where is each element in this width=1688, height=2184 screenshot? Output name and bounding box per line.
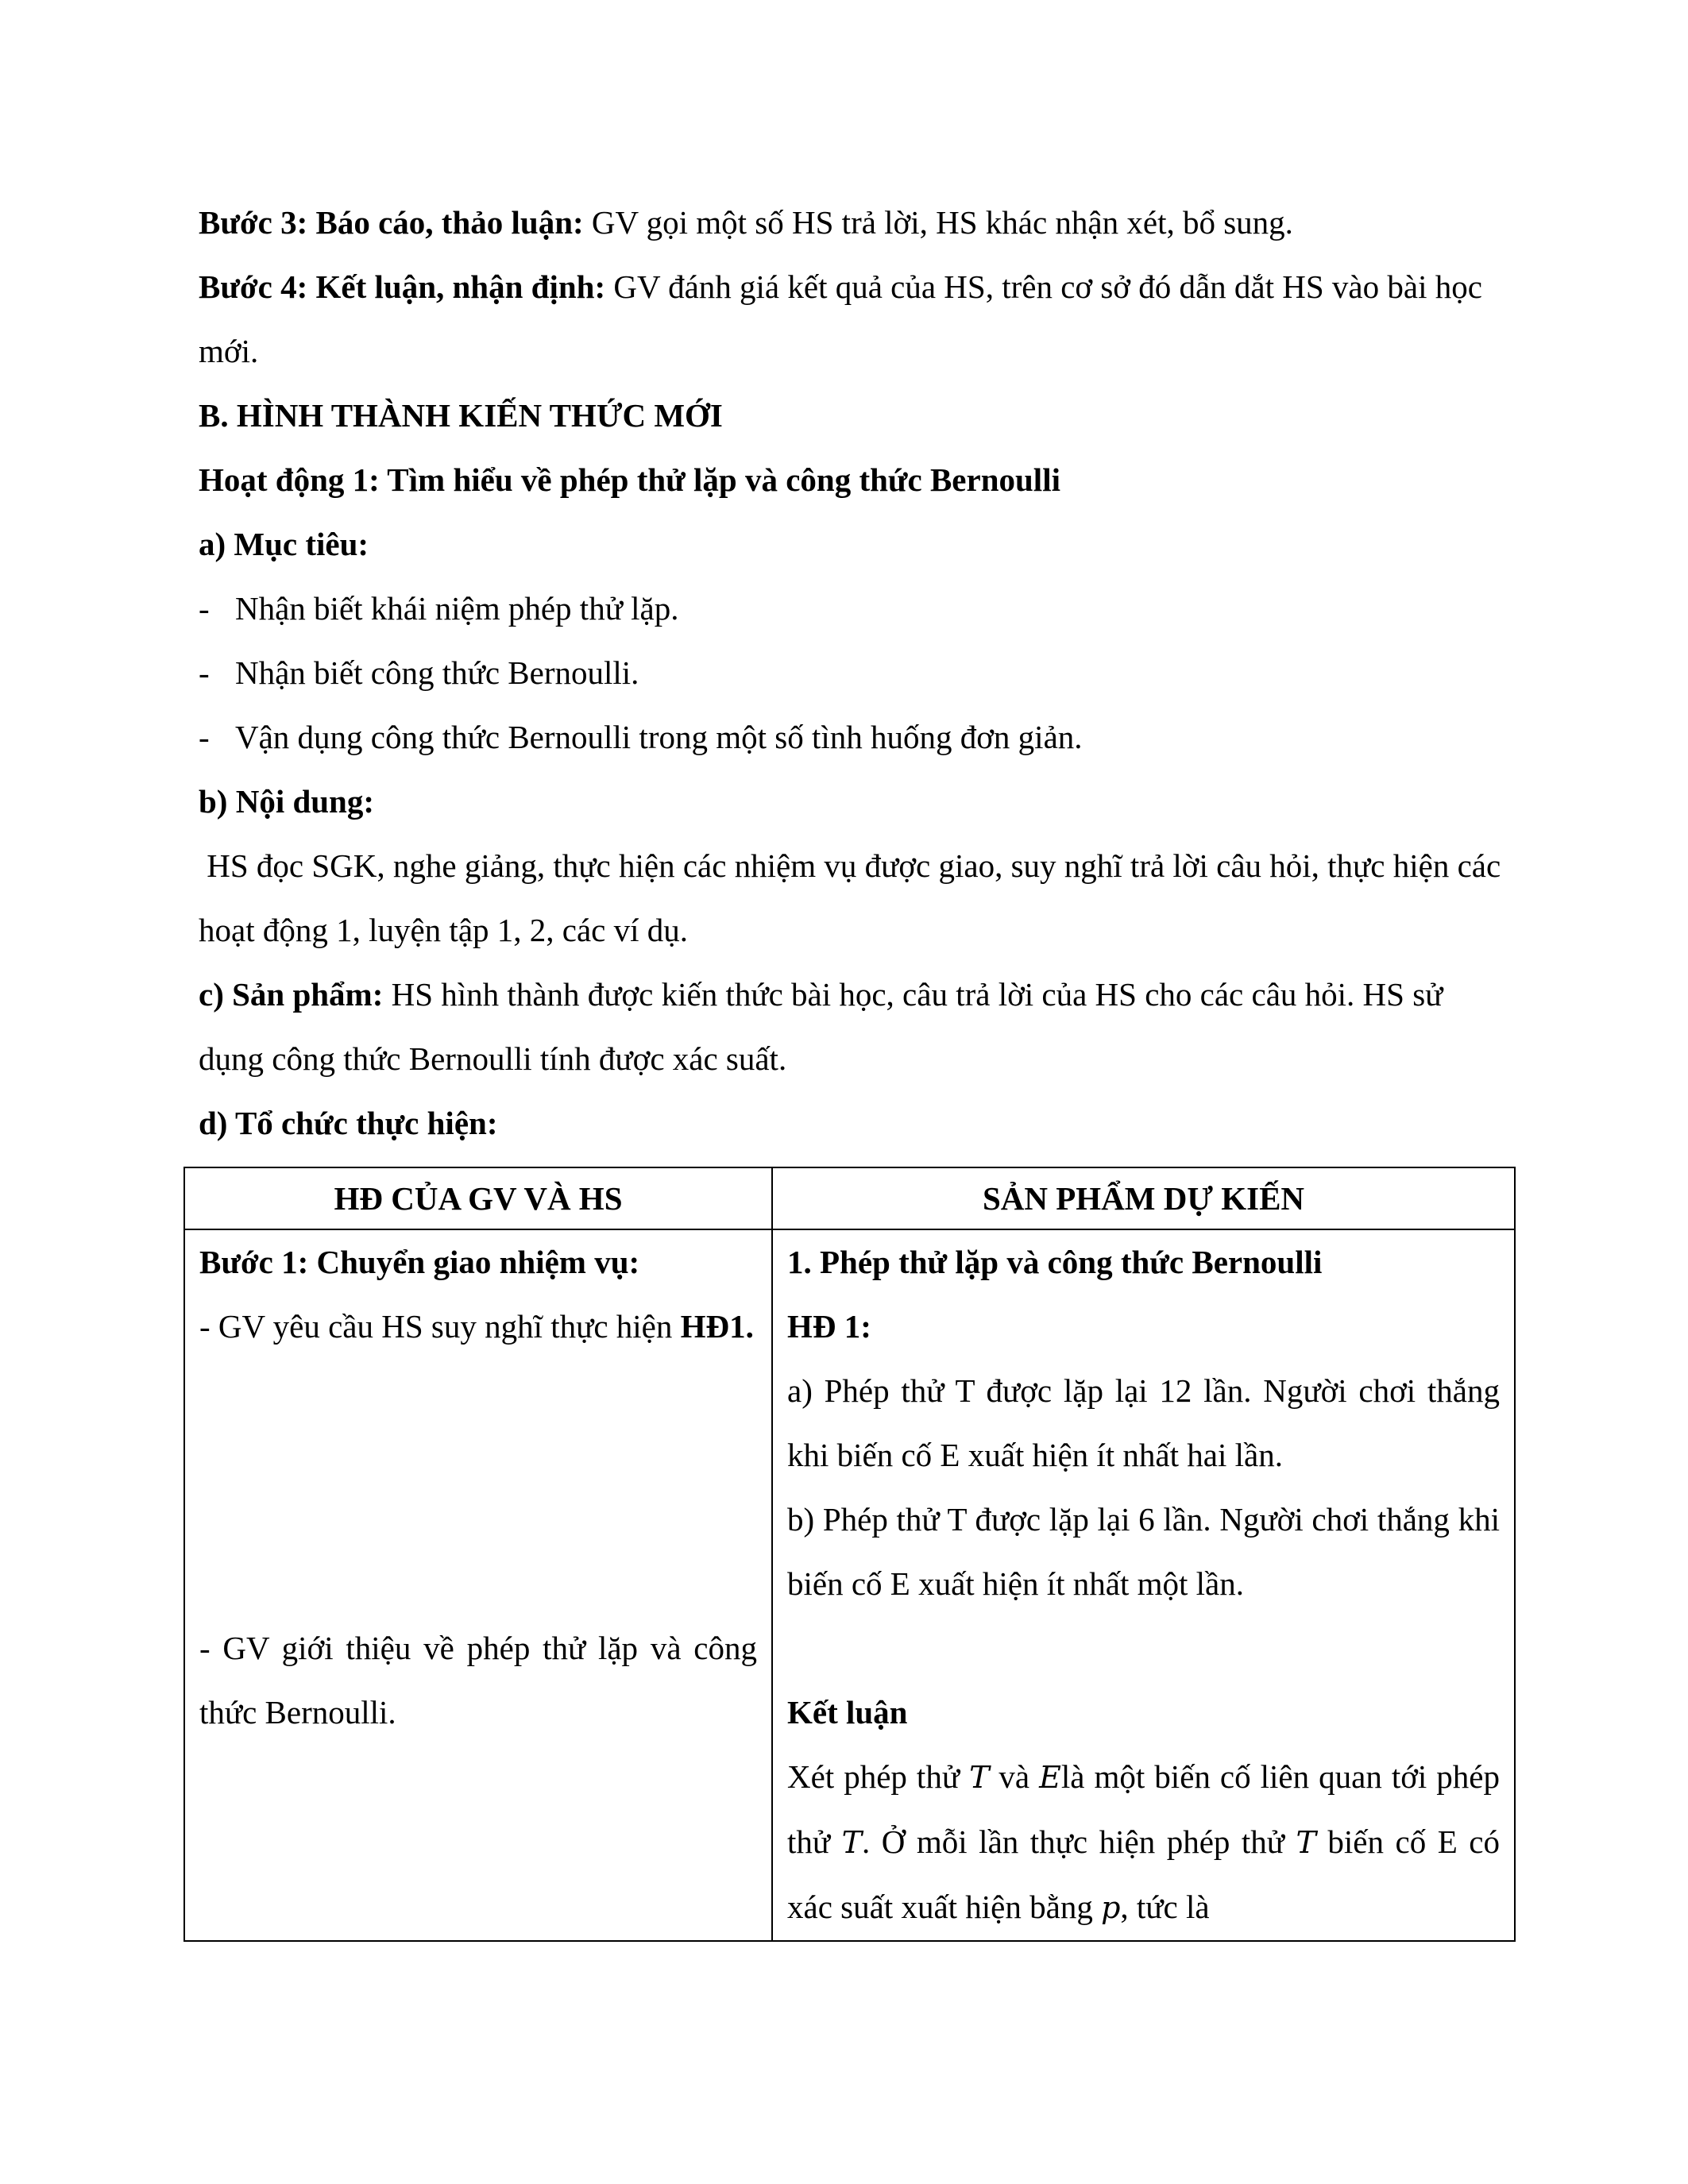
task2-text: - GV giới thiệu về phép thử lặp và công thức Bernoulli. [199,1630,757,1731]
spacer [787,1616,1500,1680]
math-var-e: E [1039,1760,1061,1795]
math-var-t: T [1296,1825,1316,1860]
activity1-title: Hoạt động 1: Tìm hiểu về phép thử lặp và công thức Bernoulli [199,461,1060,498]
conclusion-part: , tức là [1120,1889,1210,1925]
step4-label: Bước 4: Kết luận, nhận định: [199,268,606,305]
table-row [184,1229,1515,1941]
col-header-activities: HĐ CỦA GV VÀ HS [184,1167,772,1229]
right-cell [772,1229,1515,1941]
math-var-p: p [1101,1890,1121,1925]
product-paragraph [199,963,1501,1091]
spacer [199,1423,757,1488]
objective-text: Vận dụng công thức Bernoulli trong một số tình huống đơn giản. [235,719,1083,755]
objective-item [199,641,1501,705]
task1 [199,1295,757,1359]
step4-text: GV đánh giá kết quả của HS, trên cơ sở đó dẫn dắt HS vào bài học mới. [199,268,1482,369]
section1-title: 1. Phép thử lặp và công thức Bernoulli [787,1244,1323,1280]
product-text: HS hình thành được kiến thức bài học, câu trả lời của HS cho các câu hỏi. HS sử dụng công thức Bernoulli tính được xác suất. [199,976,1443,1077]
hd1-label: HĐ 1: [787,1308,871,1345]
spacer [199,1488,757,1552]
step3-label: Bước 3: Báo cáo, thảo luận: [199,204,584,241]
conclusion-part: và [989,1758,1040,1795]
step4-paragraph [199,255,1501,384]
activity-table [183,1167,1516,1942]
bullet-dash: - [199,719,210,755]
spacer [199,1552,757,1616]
task1-text: - GV yêu cầu HS suy nghĩ thực hiện [199,1308,681,1345]
step3-paragraph [199,191,1501,255]
section-b-heading: B. HÌNH THÀNH KIẾN THỨC MỚI [199,397,723,434]
objective-text: Nhận biết khái niệm phép thử lặp. [235,590,679,627]
objective-item [199,705,1501,770]
math-var-t: T [841,1825,862,1860]
bullet-dash: - [199,590,210,627]
conclusion-part: Xét phép thử [787,1758,970,1795]
math-var-t: T [969,1760,990,1795]
task1-bold: HĐ1. [680,1308,754,1345]
answer-a: a) Phép thử T được lặp lại 12 lần. Người chơi thắng khi biến cố E xuất hiện ít nhất hai lần. [787,1372,1500,1473]
left-cell [184,1229,772,1941]
conclusion-label: Kết luận [787,1694,908,1731]
conclusion-part: biến cố E có xác suất xuất hiện bằng [787,1823,1500,1925]
col-header-products: SẢN PHẨM DỰ KIẾN [772,1167,1515,1229]
objectives-heading: a) Mục tiêu: [199,526,369,562]
objective-text: Nhận biết công thức Bernoulli. [235,654,639,691]
conclusion-part: . Ở mỗi lần thực hiện phép thử [862,1823,1296,1860]
step1-label: Bước 1: Chuyển giao nhiệm vụ: [199,1244,640,1280]
conclusion-part: là một biến cố liên quan tới phép thử [787,1758,1501,1860]
content-text: HS đọc SGK, nghe giảng, thực hiện các nhiệm vụ được giao, suy nghĩ trả lời câu hỏi, thực hiện các hoạt động 1, luyện tập 1, 2, các ví dụ. [199,847,1509,948]
organize-heading: d) Tổ chức thực hiện: [199,1105,498,1141]
step3-text: GV gọi một số HS trả lời, HS khác nhận xét, bổ sung. [583,204,1293,241]
bullet-dash: - [199,654,210,691]
conclusion-text [787,1745,1500,1940]
table-header-row [184,1167,1515,1229]
spacer [199,1359,757,1423]
objective-item [199,577,1501,641]
answer-b: b) Phép thử T được lặp lại 6 lần. Người chơi thắng khi biến cố E xuất hiện ít nhất một lần. [787,1501,1500,1602]
product-label: c) Sản phẩm: [199,976,384,1013]
content-heading: b) Nội dung: [199,783,375,820]
